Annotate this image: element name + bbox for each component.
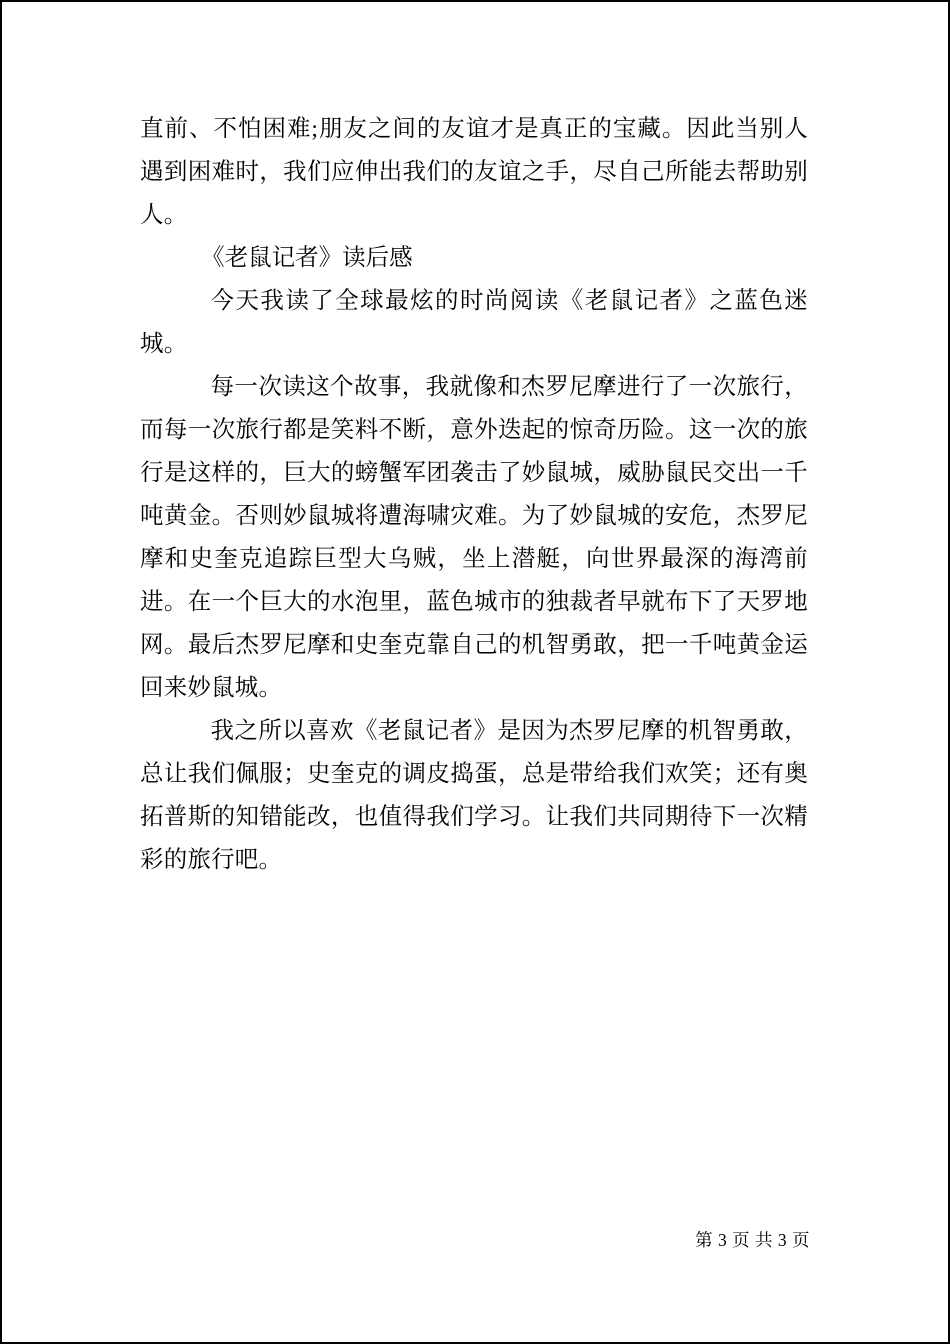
section-title: 《老鼠记者》读后感 (201, 245, 413, 271)
document-body (140, 108, 808, 882)
paragraph-intro: 今天我读了全球最炫的时尚阅读《老鼠记者》之蓝色迷城。 (140, 288, 808, 357)
page-border-top (0, 0, 950, 2)
paragraph-continued: 直前、不怕困难;朋友之间的友谊才是真正的宝藏。因此当别人遇到困难时，我们应伸出我们的友谊之手，尽自己所能去帮助别人。 (140, 116, 808, 228)
page-border-left (0, 0, 2, 1344)
paragraph-summary: 每一次读这个故事，我就像和杰罗尼摩进行了一次旅行，而每一次旅行都是笑料不断，意外迭起的惊奇历险。这一次的旅行是这样的，巨大的螃蟹军团袭击了妙鼠城，威胁鼠民交出一千吨黄金。否则妙鼠城将遭海啸灾难。为了妙鼠城的安危，杰罗尼摩和史奎克追踪巨型大乌贼，坐上潜艇，向世界最深的海湾前进。在一个巨大的水泡里，蓝色城市的独裁者早就布下了天罗地网。最后杰罗尼摩和史奎克靠自己的机智勇敢，把一千吨黄金运回来妙鼠城。 (140, 374, 808, 701)
page-number-footer: 第 3 页 共 3 页 (695, 1230, 810, 1250)
paragraph-conclusion: 我之所以喜欢《老鼠记者》是因为杰罗尼摩的机智勇敢，总让我们佩服；史奎克的调皮捣蛋，总是带给我们欢笑；还有奥拓普斯的知错能改，也值得我们学习。让我们共同期待下一次精彩的旅行吧。 (140, 718, 808, 873)
